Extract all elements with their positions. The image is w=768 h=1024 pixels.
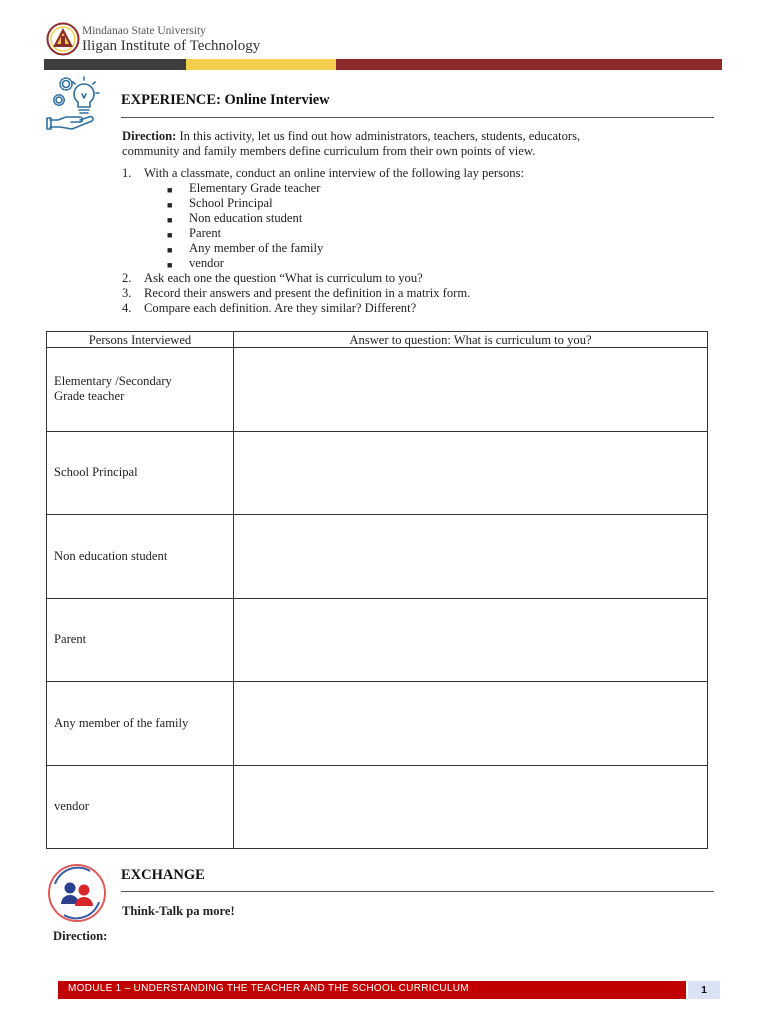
table-row bbox=[47, 348, 708, 432]
header-bar-dark bbox=[44, 59, 186, 70]
step-number: 2. bbox=[122, 271, 132, 285]
people-talking-circle-icon bbox=[46, 862, 108, 924]
person-cell: vendor bbox=[47, 765, 234, 849]
header-bar-gold bbox=[186, 59, 336, 70]
step-text: Record their answers and present the definition in a matrix form. bbox=[144, 286, 471, 300]
experience-title-rule bbox=[121, 117, 714, 118]
bullet-icon: ■ bbox=[167, 245, 173, 255]
person-cell: School Principal bbox=[47, 431, 234, 515]
institute-name: Iligan Institute of Technology bbox=[82, 38, 261, 54]
list-item-text: vendor bbox=[189, 256, 224, 270]
university-name: Mindanao State University bbox=[82, 25, 206, 37]
direction-label: Direction: bbox=[122, 129, 177, 143]
table-row bbox=[47, 682, 708, 766]
footer-module-title: MODULE 1 – UNDERSTANDING THE TEACHER AND THE SCHOOL CURRICULUM bbox=[68, 983, 469, 994]
step-text: Compare each definition. Are they similar? Different? bbox=[144, 301, 417, 315]
table-row bbox=[47, 765, 708, 849]
table-row bbox=[47, 515, 708, 599]
bullet-icon: ■ bbox=[167, 260, 173, 270]
university-logo-icon bbox=[46, 22, 80, 56]
bullet-icon: ■ bbox=[167, 200, 173, 210]
column-header-answer: Answer to question: What is curriculum to you? bbox=[234, 332, 708, 348]
column-header-persons: Persons Interviewed bbox=[47, 332, 234, 348]
bullet-icon: ■ bbox=[167, 215, 173, 225]
direction-text-line2: community and family members define curriculum from their own points of view. bbox=[122, 144, 536, 158]
step-text: With a classmate, conduct an online interview of the following lay persons: bbox=[144, 166, 525, 180]
person-cell: Parent bbox=[47, 598, 234, 682]
page-number: 1 bbox=[688, 981, 720, 999]
exchange-title-rule bbox=[121, 891, 714, 892]
step-number: 4. bbox=[122, 301, 132, 315]
list-item-text: Any member of the family bbox=[189, 241, 324, 255]
answer-cell[interactable] bbox=[234, 431, 708, 515]
header-bar-maroon bbox=[336, 59, 722, 70]
interview-matrix-table bbox=[46, 331, 708, 849]
table-row bbox=[47, 598, 708, 682]
answer-cell[interactable] bbox=[234, 515, 708, 599]
exchange-subtitle: Think-Talk pa more! bbox=[122, 904, 235, 918]
answer-cell[interactable] bbox=[234, 348, 708, 432]
table-row bbox=[47, 431, 708, 515]
step-number: 3. bbox=[122, 286, 132, 300]
person-label-cont: Grade teacher bbox=[54, 389, 125, 404]
answer-cell[interactable] bbox=[234, 598, 708, 682]
list-item-text: Parent bbox=[189, 226, 222, 240]
direction-text-line1: In this activity, let us find out how administrators, teachers, students, educators, bbox=[176, 129, 581, 143]
list-item-text: Elementary Grade teacher bbox=[189, 181, 321, 195]
exchange-title: EXCHANGE bbox=[121, 867, 205, 883]
list-item-text: School Principal bbox=[189, 196, 273, 210]
experience-direction bbox=[122, 129, 714, 159]
step-number: 1. bbox=[122, 166, 132, 180]
bullet-icon: ■ bbox=[167, 230, 173, 240]
answer-cell[interactable] bbox=[234, 682, 708, 766]
ideas-lightbulb-gears-hand-icon bbox=[46, 74, 104, 132]
person-cell: Non education student bbox=[47, 515, 234, 599]
bullet-icon: ■ bbox=[167, 185, 173, 195]
experience-title: EXPERIENCE: Online Interview bbox=[121, 92, 330, 108]
exchange-direction-label: Direction: bbox=[53, 929, 108, 943]
person-cell bbox=[47, 348, 234, 432]
answer-cell[interactable] bbox=[234, 765, 708, 849]
person-label: Elementary /Secondary bbox=[54, 374, 172, 389]
list-item-text: Non education student bbox=[189, 211, 303, 225]
table-header-row bbox=[47, 332, 708, 348]
step-text: Ask each one the question “What is curriculum to you? bbox=[144, 271, 423, 285]
person-cell: Any member of the family bbox=[47, 682, 234, 766]
